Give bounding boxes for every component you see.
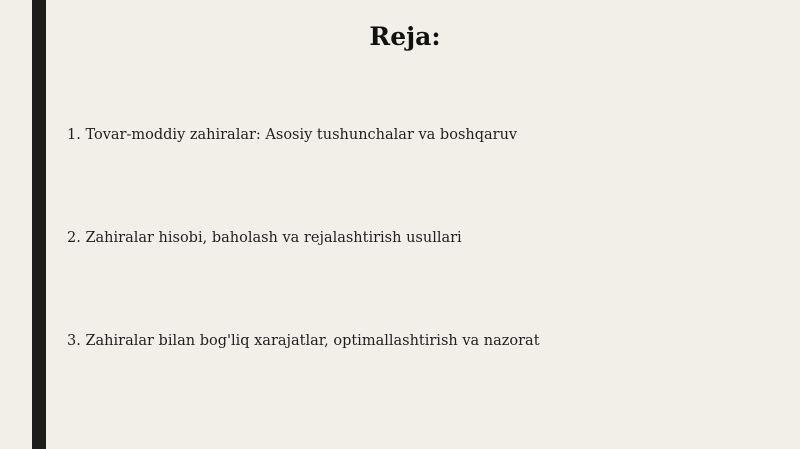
plan-item-1: 1. Tovar-moddiy zahiralar: Asosiy tushunchalar va boshqaruv bbox=[67, 127, 518, 143]
plan-item-2: 2. Zahiralar hisobi, baholash va rejalashtirish usullari bbox=[67, 230, 462, 246]
left-accent-bar bbox=[32, 0, 46, 449]
plan-item-3: 3. Zahiralar bilan bog'liq xarajatlar, optimallashtirish va nazorat bbox=[67, 333, 540, 349]
slide-title: Reja: bbox=[369, 22, 441, 51]
